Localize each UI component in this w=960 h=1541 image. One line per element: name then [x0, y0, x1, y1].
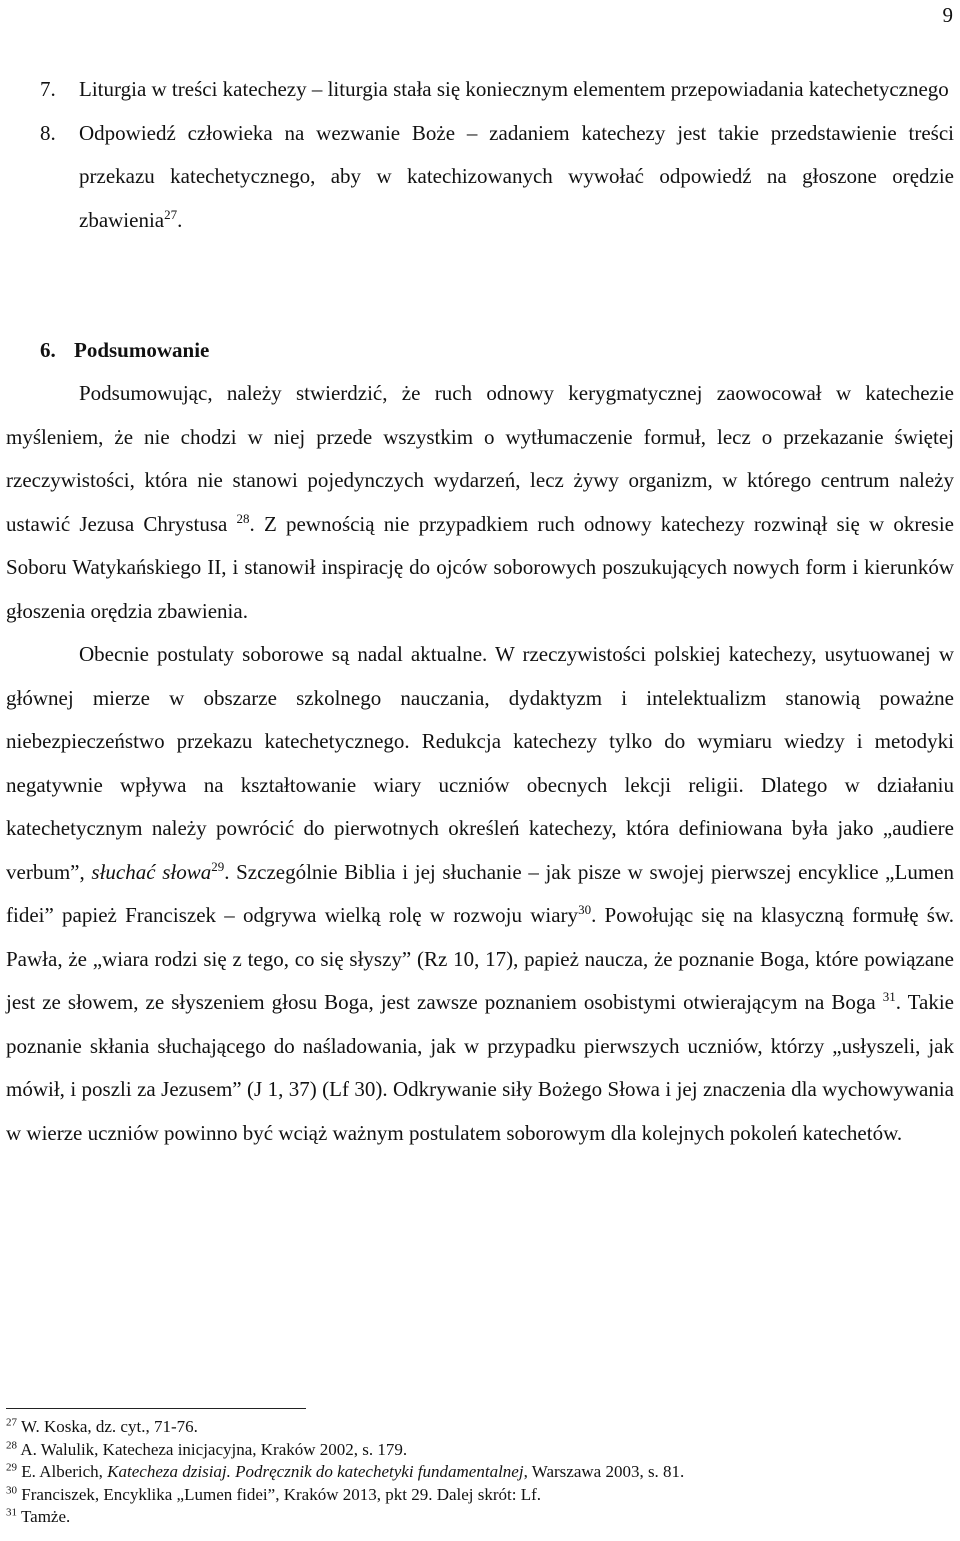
footnote-separator	[6, 1408, 306, 1409]
footnote-text: E. Alberich,	[21, 1462, 108, 1482]
paragraph-summary	[6, 372, 954, 633]
footnote-ref-27[interactable]: 27	[164, 206, 178, 222]
footnote-31	[6, 1506, 954, 1529]
footnote-28	[6, 1439, 954, 1462]
footnote-27	[6, 1416, 954, 1439]
section-heading	[40, 330, 209, 370]
paragraph-text: Obecnie postulaty soborowe są nadal aktualne. W rzeczywistości polskiej katechezy, usytuowanej w głównej mierze w obszarze szkolnego nauczania, dydaktyzm i intelektualizm stanowią poważne niebezpieczeństwo przekazu katechetycznego. Redukcja katechezy tylko do wymiaru wiedzy i metodyki negatywnie wpływa na kształtowanie wiary uczniów obecnych lekcji religii. Dlatego w działaniu katechetycznym należy powrócić do pierwotnych określeń katechezy, która definiowana była jako „audiere verbum”,	[6, 642, 954, 884]
footnote-text: Franciszek, Encyklika „Lumen fidei”, Kraków 2013, pkt 29. Dalej skrót: Lf.	[21, 1484, 542, 1504]
footnote-number: 30	[6, 1484, 17, 1497]
list-item-7	[6, 68, 954, 112]
list-item-end: .	[177, 207, 183, 232]
body-text	[6, 372, 954, 1155]
footnote-29	[6, 1461, 954, 1484]
footnote-number: 27	[6, 1416, 17, 1429]
list-number: 8.	[40, 120, 56, 145]
footnote-text: W. Koska, dz. cyt., 71-76.	[20, 1417, 198, 1436]
footnote-text: A. Walulik, Katecheza inicjacyjna, Kraków 2002, s. 179.	[20, 1439, 408, 1459]
footnote-text: , Warszawa 2003, s. 81.	[523, 1462, 685, 1482]
numbered-list	[6, 68, 954, 242]
footnote-number: 29	[6, 1461, 17, 1474]
paragraph-postulates	[6, 633, 954, 1155]
section-title: Podsumowanie	[74, 338, 210, 362]
paragraph-text: . Z pewnością nie przypadkiem ruch odnowy katechezy rozwinął się w okresie Soboru Watykańskiego II, i stanowił inspirację do ojców soborowych poszukujących nowych form i kierunków głoszenia orędzia zbawienia.	[6, 511, 955, 623]
page-number: 9	[942, 3, 953, 27]
footnote-ref-31[interactable]: 31	[882, 989, 896, 1004]
paragraph-text: . Takie poznanie skłania słuchającego do naśladowania, jak w przypadku pierwszych uczniów, którzy „usłyszeli, jak mówił, i poszli za Jezusem” (J 1, 37) (Lf 30). Odkrywanie siły Bożego Słowa i jej znaczenia dla wychowywania w wierze uczniów powinno być wciąż ważnym postulatem soborowym dla kolejnych pokoleń katechetów.	[6, 990, 954, 1145]
footnotes	[6, 1416, 954, 1529]
paragraph-text: . Szczególnie Biblia i jej słuchanie – jak pisze w swojej pierwszej encyklice „Lumen fidei” papież Franciszek – odgrywa wielką rolę w rozwoju wiary	[6, 859, 954, 927]
footnote-number: 31	[6, 1506, 17, 1519]
paragraph-text: . Powołując się na klasyczną formułę św. Pawła, że „wiara rodzi się z tego, co się słyszy” (Rz 10, 17), papież naucza, że poznanie Boga, które powiązane jest ze słowem, ze słyszeniem głosu Boga, jest zawsze poznaniem osobistymi otwierającym na Boga	[6, 903, 955, 1014]
footnote-30	[6, 1484, 954, 1507]
footnote-number: 28	[6, 1438, 17, 1451]
footnote-ref-29[interactable]: 29	[211, 858, 225, 874]
footnote-ref-28[interactable]: 28	[236, 510, 250, 526]
paragraph-text: Podsumowując, należy stwierdzić, że ruch odnowy kerygmatycznej zaowocował w katechezie myśleniem, że nie chodzi w niej przede wszystkim o wytłumaczenie formuł, lecz o przekazanie świętej rzeczywistości, która nie stanowi pojedynczych wydarzeń, lecz żywy organizm, w którego centrum należy ustawić Jezusa Chrystusa	[6, 381, 954, 536]
section-number: 6.	[40, 338, 56, 362]
footnote-italic-title: Katecheza dzisiaj. Podręcznik do katechetyki fundamentalnej	[107, 1462, 524, 1482]
list-item-8	[6, 112, 954, 243]
italic-phrase: słuchać słowa	[91, 859, 212, 884]
footnote-ref-30[interactable]: 30	[578, 902, 592, 917]
footnote-text: Tamże.	[20, 1507, 71, 1527]
list-item-text: Odpowiedź człowieka na wezwanie Boże – zadaniem katechezy jest takie przedstawienie treści przekazu katechetycznego, aby w katechizowanych wywołać odpowiedź na głoszone orędzie zbawienia	[79, 120, 954, 232]
list-item-text: Liturgia w treści katechezy – liturgia stała się koniecznym elementem przepowiadania katechetycznego	[79, 77, 949, 101]
list-number: 7.	[40, 77, 56, 101]
